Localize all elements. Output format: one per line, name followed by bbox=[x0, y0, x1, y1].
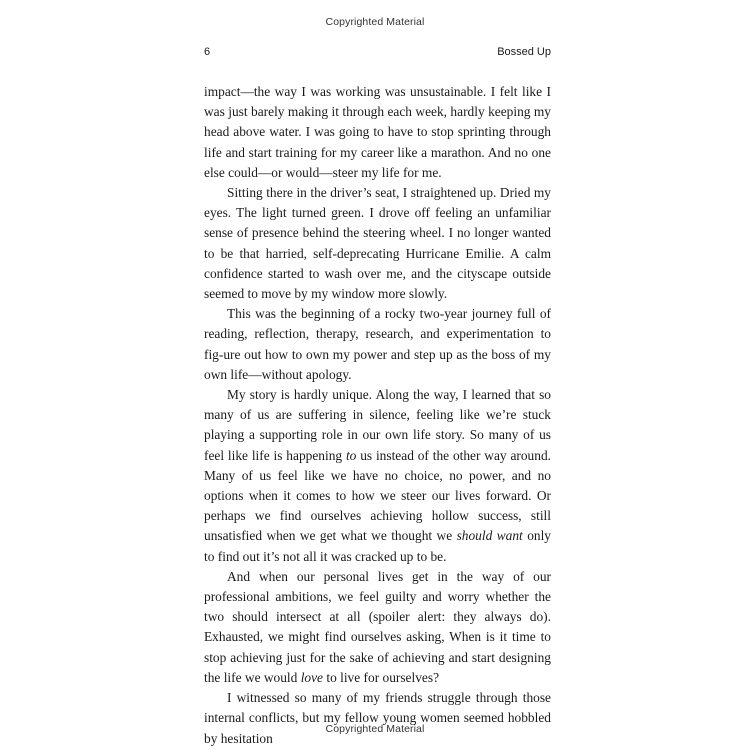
book-title: Bossed Up bbox=[497, 46, 551, 58]
paragraph bbox=[204, 183, 551, 304]
paragraph-text: only to find out it’s not all it was cracked up to be. bbox=[204, 528, 551, 564]
running-head bbox=[204, 46, 551, 62]
paragraph-text: And when our personal lives get in the way of our professional ambitions, we feel guilty and worry whether the two should intersect at all (spoiler alert: they always do). Exhausted, we might find ourselves asking, When is it time to stop achieving just for the sake of achieving and start designing the life we would bbox=[204, 568, 551, 685]
paragraph bbox=[204, 567, 551, 688]
copyright-watermark-bottom: Copyrighted Material bbox=[325, 723, 425, 735]
paragraph-text: I witnessed so many of my friends struggle through those internal conflicts, but my fellow young women seemed hobbled by hesitation bbox=[204, 690, 551, 746]
paragraph-text: us instead of the other way around. Many of us feel like we have no choice, no power, and no options when it comes to how we steer our lives forward. Or perhaps we find ourselves achieving hollow success, still unsatisfied when we get what we thought we bbox=[204, 447, 551, 544]
page-number: 6 bbox=[204, 46, 211, 58]
paragraph bbox=[204, 385, 551, 567]
paragraph bbox=[204, 82, 551, 183]
paragraph-text: to live for ourselves? bbox=[323, 669, 440, 685]
body-text bbox=[204, 82, 551, 749]
paragraph-text: This was the beginning of a rocky two-year journey full of reading, reflection, therapy, research, and experimentation to fig-ure out how to own my power and step up as the boss of my own life—without apology. bbox=[204, 306, 551, 382]
emphasis-text: to bbox=[345, 447, 357, 463]
paragraph bbox=[204, 304, 551, 385]
paragraph-text: My story is hardly unique. Along the way, I learned that so many of us are suffering in silence, feeling like we’re stuck playing a supporting role in our own life story. So many of us feel like life is happening bbox=[204, 387, 551, 463]
copyright-watermark-top: Copyrighted Material bbox=[325, 16, 425, 28]
emphasis-text: love bbox=[300, 669, 323, 685]
paragraph bbox=[204, 688, 551, 749]
paragraph-text: Sitting there in the driver’s seat, I straightened up. Dried my eyes. The light turned green. I drove off feeling an unfamiliar sense of presence behind the steering wheel. I no longer wanted to be that harried, self-deprecating Hurricane Emilie. A calm confidence started to wash over me, and the cityscape outside seemed to move by my window more slowly. bbox=[204, 185, 551, 302]
emphasis-text: should want bbox=[456, 528, 523, 544]
paragraph-text: impact—the way I was working was unsustainable. I felt like I was just barely making it through each week, hardly keeping my head above water. I was going to have to stop sprinting through life and start training for my career like a marathon. And no one else could—or would—steer my life for me. bbox=[204, 84, 551, 180]
